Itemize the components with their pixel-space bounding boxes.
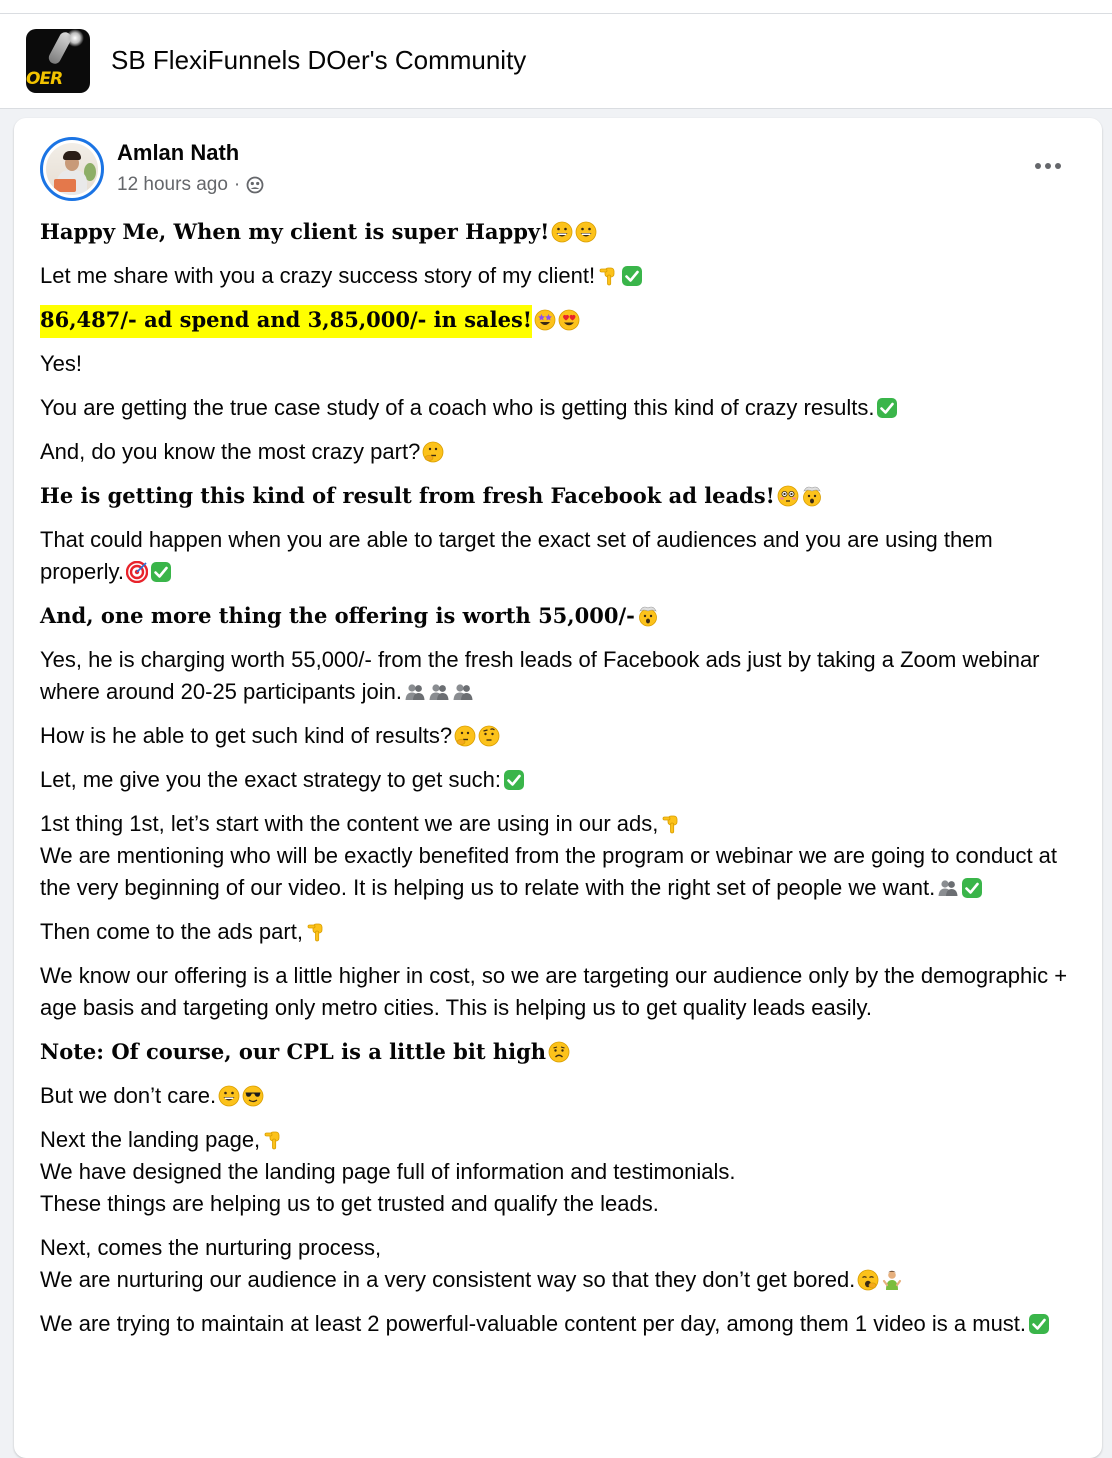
check-emoji-icon (1028, 1313, 1050, 1335)
check-emoji-icon (150, 561, 172, 583)
check-emoji-icon (503, 769, 525, 791)
people-emoji-icon (428, 681, 450, 703)
post-text: We are trying to maintain at least 2 powerful-valuable content per day, among them 1 video is a must. (40, 1311, 1027, 1336)
post-paragraph (40, 480, 1082, 512)
more-options-icon[interactable] (1028, 148, 1068, 184)
post-card (14, 118, 1102, 1458)
point-down-emoji-icon (597, 265, 619, 287)
people-emoji-icon (452, 681, 474, 703)
post-paragraph (40, 304, 1082, 336)
author-name[interactable]: Amlan Nath (117, 140, 240, 165)
post-paragraph (40, 1036, 1082, 1068)
post-text: Then come to the ads part, (40, 919, 303, 944)
post-timestamp[interactable]: 12 hours ago (117, 174, 228, 195)
check-emoji-icon (961, 877, 983, 899)
post-paragraph (40, 764, 1082, 796)
post-text: You are getting the true case study of a coach who is getting this kind of crazy results. (40, 395, 875, 420)
group-name[interactable]: SB FlexiFunnels DOer's Community (111, 45, 527, 75)
post-text: Let, me give you the exact strategy to get such: (40, 767, 502, 792)
grinning-emoji-icon (551, 221, 573, 243)
post-text: Next, comes the nurturing process, (40, 1235, 382, 1260)
post-body (40, 216, 1082, 1352)
post-text: Yes! (40, 351, 83, 376)
post-paragraph (40, 1308, 1082, 1340)
post-paragraph (40, 216, 1082, 248)
post-paragraph (40, 600, 1082, 632)
thinking-emoji-icon (454, 725, 476, 747)
target-emoji-icon (126, 561, 148, 583)
avatar (46, 143, 98, 195)
people-emoji-icon (404, 681, 426, 703)
post-text-continuation: We have designed the landing page full of information and testimonials. These things are helping us to get trusted and qualify the leads. (40, 1159, 736, 1216)
post-text: Next the landing page, (40, 1127, 261, 1152)
post-text: But we don’t care. (40, 1083, 217, 1108)
post-paragraph (40, 260, 1082, 292)
thinking-emoji-icon (422, 441, 444, 463)
post-text: We know our offering is a little higher in cost, so we are targeting our audience only by the demographic + age basis and targeting only metro cities. This is helping us to get quality leads easily. (40, 963, 1074, 1020)
browser-top-strip (0, 0, 1112, 14)
post-text: That could happen when you are able to target the exact set of audiences and you are using them properly. (40, 527, 999, 584)
post-text-continuation: We are nurturing our audience in a very consistent way so that they don’t get bored. (40, 1267, 856, 1292)
point-down-emoji-icon (305, 921, 327, 943)
grinning-emoji-icon (575, 221, 597, 243)
post-text: And, one more thing the offering is worth 55,000/- (40, 603, 635, 628)
post-meta (117, 174, 264, 196)
person-gesturing-emoji-icon (881, 1269, 903, 1291)
check-emoji-icon (876, 397, 898, 419)
post-text: 86,487/- ad spend and 3,85,000/- in sales! (40, 305, 532, 338)
post-text: Happy Me, When my client is super Happy! (40, 219, 550, 244)
post-paragraph (40, 808, 1082, 904)
group-logo[interactable] (26, 29, 90, 93)
flushed-emoji-icon (777, 485, 799, 507)
post-paragraph (40, 436, 1082, 468)
avatar-hair-graphic (63, 151, 81, 160)
check-emoji-icon (621, 265, 643, 287)
author-avatar-ring[interactable] (40, 137, 104, 201)
worried-emoji-icon (548, 1041, 570, 1063)
post-text: Note: Of course, our CPL is a little bit high (40, 1039, 547, 1064)
post-text: Yes, he is charging worth 55,000/- from the fresh leads of Facebook ads just by taking a Zoom webinar where around 20-25 participants join. (40, 647, 1046, 704)
post-paragraph (40, 392, 1082, 424)
more-dot (1035, 163, 1041, 169)
post-text: Let me share with you a crazy success story of my client! (40, 263, 596, 288)
person-emoji-icon (937, 877, 959, 899)
post-text: He is getting this kind of result from fresh Facebook ad leads! (40, 483, 775, 508)
exploding-head-emoji-icon (801, 485, 823, 507)
group-header (0, 14, 1112, 109)
point-down-emoji-icon (660, 813, 682, 835)
logo-text: OER (26, 69, 63, 89)
group-globe-icon (246, 176, 264, 194)
star-struck-emoji-icon (534, 309, 556, 331)
post-text: And, do you know the most crazy part? (40, 439, 421, 464)
post-text: 1st thing 1st, let’s start with the content we are using in our ads, (40, 811, 659, 836)
exploding-head-emoji-icon (637, 605, 659, 627)
post-paragraph (40, 644, 1082, 708)
raised-eyebrow-emoji-icon (478, 725, 500, 747)
point-down-emoji-icon (262, 1129, 284, 1151)
post-paragraph (40, 960, 1082, 1024)
post-paragraph (40, 1124, 1082, 1220)
post-paragraph (40, 1232, 1082, 1296)
more-dot (1045, 163, 1051, 169)
post-paragraph (40, 1080, 1082, 1112)
post-text: How is he able to get such kind of results? (40, 723, 453, 748)
post-paragraph (40, 524, 1082, 588)
yawning-emoji-icon (857, 1269, 879, 1291)
post-text-continuation: We are mentioning who will be exactly benefited from the program or webinar we are going to conduct at the very beginning of our video. It is helping us to relate with the right set of people we want. (40, 843, 1064, 900)
sunglasses-emoji-icon (242, 1085, 264, 1107)
post-paragraph (40, 916, 1082, 948)
logo-flare-graphic (66, 29, 84, 47)
heart-eyes-emoji-icon (558, 309, 580, 331)
grinning-emoji-icon (218, 1085, 240, 1107)
more-dot (1055, 163, 1061, 169)
meta-separator: · (233, 174, 241, 195)
post-paragraph (40, 720, 1082, 752)
avatar-laptop-graphic (54, 179, 76, 192)
post-paragraph (40, 348, 1082, 380)
